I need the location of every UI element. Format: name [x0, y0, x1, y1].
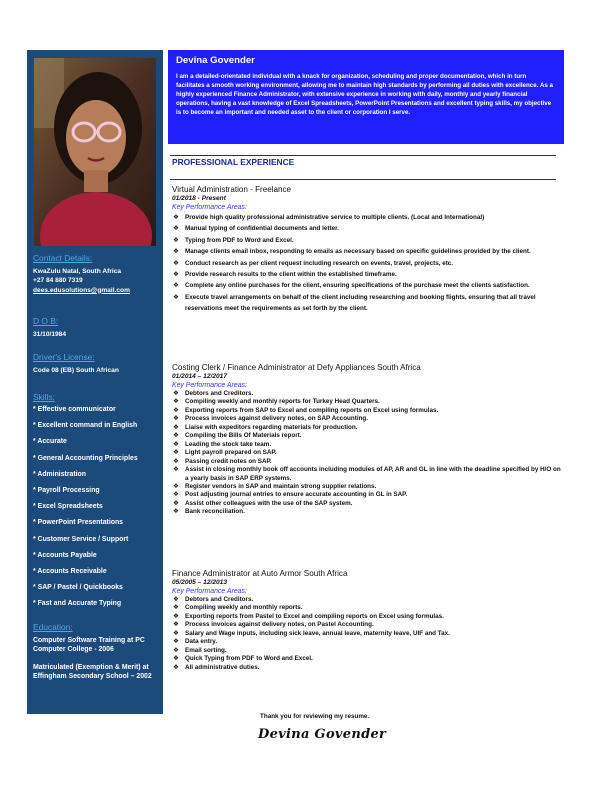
dob-heading: D O B:: [33, 316, 59, 326]
duty-text: Register vendors in SAP and maintain strong supplier relations.: [185, 482, 377, 490]
skill-item: * Excellent command in English: [33, 422, 138, 430]
duties-list: [172, 596, 562, 672]
duty-item: [172, 449, 562, 457]
job-entry: [172, 568, 562, 672]
job-title: Virtual Administration - Freelance: [172, 185, 292, 194]
duty-text: Debtors and Creditors.: [185, 390, 254, 397]
duty-text: Liaise with expeditors regarding materials for production.: [185, 423, 358, 431]
job-entry: [172, 184, 562, 315]
duty-text: Bank reconciliation.: [185, 508, 245, 516]
diamond-bullet-icon: ❖: [173, 457, 179, 465]
diamond-bullet-icon: ❖: [173, 491, 179, 499]
duty-text: Process invoices against delivery notes, on SAP Accounting.: [185, 415, 369, 423]
duty-item: [172, 223, 562, 234]
diamond-bullet-icon: ❖: [173, 406, 179, 414]
duty-item: [172, 441, 562, 449]
duty-item: [172, 596, 562, 604]
duty-text: Process invoices against delivery notes, on Pastel Accounting.: [185, 621, 374, 629]
duty-item: [172, 269, 562, 280]
duties-list: [172, 390, 562, 517]
diamond-bullet-icon: ❖: [173, 655, 179, 663]
education-item: Computer Software Training at PC Computer College - 2006: [33, 637, 145, 654]
license-heading: Driver's License:: [33, 352, 95, 362]
skills-section: [33, 392, 161, 613]
diamond-bullet-icon: ❖: [173, 508, 179, 516]
diamond-bullet-icon: ❖: [173, 466, 179, 474]
skills-list: [33, 402, 161, 613]
duty-text: Complete any online purchases for the client, ensuring specifications of the purchase meet the clients satisfaction.: [185, 282, 530, 290]
duty-item: [172, 621, 562, 629]
section-heading-experience: PROFESSIONAL EXPERIENCE: [172, 157, 295, 167]
duty-item: [172, 280, 562, 291]
skill-item: * Accurate: [33, 438, 67, 446]
duty-item: [172, 212, 562, 223]
duty-text: Compiling weekly and monthly reports for Turkey Head Quarters.: [185, 398, 380, 406]
duty-text: Email sorting.: [185, 646, 227, 654]
kpa-label: Key Performance Areas:: [172, 204, 247, 211]
duty-text: Post adjusting journal entries to ensure accurate accounting in GL in SAP.: [185, 491, 408, 499]
duty-item: [172, 491, 562, 499]
skill-item: * Payroll Processing: [33, 487, 100, 495]
duty-item: [172, 407, 562, 415]
duty-text: Data entry.: [185, 638, 218, 646]
diamond-bullet-icon: ❖: [173, 621, 179, 629]
diamond-bullet-icon: ❖: [173, 638, 179, 646]
diamond-bullet-icon: ❖: [173, 398, 179, 406]
duty-item: [172, 664, 562, 672]
duty-text: Quick Typing from PDF to Word and Excel.: [185, 655, 313, 663]
duty-item: [172, 415, 562, 423]
skill-item: * Excel Spreadsheets: [33, 503, 103, 511]
duty-text: Debtors and Creditors.: [185, 596, 254, 603]
diamond-bullet-icon: ❖: [173, 225, 179, 233]
duty-text: Typing from PDF to Word and Excel.: [185, 236, 294, 244]
duty-text: Light payroll prepared on SAP.: [185, 449, 277, 457]
signature: Devina Govender: [258, 727, 387, 742]
job-title: Finance Administrator at Auto Armor South Africa: [172, 569, 348, 578]
diamond-bullet-icon: ❖: [173, 449, 179, 457]
kpa-label: Key Performance Areas:: [172, 382, 247, 389]
diamond-bullet-icon: ❖: [173, 293, 179, 301]
education-section: [33, 622, 161, 681]
duty-text: Execute travel arrangements on behalf of the client including researching and booking flights, ensuring that all travel reservations meet the requirements as set forth by the client.: [185, 293, 536, 313]
duty-item: [172, 458, 562, 466]
diamond-bullet-icon: ❖: [173, 612, 179, 620]
candidate-name: Devina Govender: [176, 55, 255, 66]
skill-item: * Effective communicator: [33, 406, 116, 413]
diamond-bullet-icon: ❖: [173, 432, 179, 440]
contact-email-link[interactable]: dees.edusolutions@gmail.com: [33, 286, 130, 294]
duty-text: Provide high quality professional administrative service to multiple clients. (Local and International): [185, 214, 485, 221]
diamond-bullet-icon: ❖: [173, 390, 179, 397]
diamond-bullet-icon: ❖: [173, 440, 179, 448]
duty-item: [172, 424, 562, 432]
duty-item: [172, 246, 562, 257]
duty-item: [172, 483, 562, 491]
diamond-bullet-icon: ❖: [173, 629, 179, 637]
duty-item: [172, 258, 562, 269]
skill-item: * Administration: [33, 470, 86, 478]
dob-section: [33, 316, 161, 339]
duty-text: Leading the stock take team.: [185, 440, 272, 448]
job-dates: 01/2014 – 12/2017: [172, 373, 228, 380]
duty-text: Passing credit notes on SAP.: [185, 457, 272, 465]
job-dates: 05/2005 – 12/2013: [172, 579, 228, 586]
duty-item: [172, 398, 562, 406]
duty-item: [172, 432, 562, 440]
job-entry: [172, 362, 562, 517]
dob-value: 31/10/1984: [33, 331, 67, 338]
duty-item: [172, 500, 562, 508]
diamond-bullet-icon: ❖: [173, 271, 179, 279]
license-section: [33, 352, 161, 375]
duty-item: [172, 466, 562, 483]
duty-item: [172, 655, 562, 663]
diamond-bullet-icon: ❖: [173, 248, 179, 256]
kpa-label: Key Performance Areas:: [172, 588, 247, 595]
contact-section: [33, 253, 161, 295]
diamond-bullet-icon: ❖: [173, 596, 179, 603]
diamond-bullet-icon: ❖: [173, 646, 179, 654]
duty-item: [172, 390, 562, 398]
skill-item: * General Accounting Principles: [33, 454, 138, 462]
diamond-bullet-icon: ❖: [173, 482, 179, 490]
contact-heading: Contact Details:: [33, 253, 93, 263]
contact-phone[interactable]: +27 84 880 7319: [33, 277, 83, 285]
education-item: Matriculated (Exemption & Merit) at Effingham Secondary School – 2002: [33, 663, 152, 680]
duty-text: Conduct research as per client request including research on events, travel, projects, etc.: [185, 259, 454, 267]
diamond-bullet-icon: ❖: [173, 236, 179, 244]
diamond-bullet-icon: ❖: [173, 259, 179, 267]
diamond-bullet-icon: ❖: [173, 604, 179, 612]
duty-item: [172, 638, 562, 646]
duty-item: [172, 613, 562, 621]
duty-text: Manage clients email inbox, responding to emails as necessary based on specific guidelines provided by the client.: [185, 248, 531, 256]
skills-heading: Skills:: [33, 392, 55, 402]
duty-item: [172, 630, 562, 638]
duty-item: [172, 508, 562, 516]
thank-you-note: Thank you for reviewing my resume.: [260, 713, 370, 720]
duty-text: Manual typing of confidential documents and letter.: [185, 225, 339, 233]
duties-list: [172, 212, 562, 315]
duty-text: Compiling the Bills Of Materials report.: [185, 432, 302, 440]
duty-text: All administrative duties.: [185, 663, 260, 671]
diamond-bullet-icon: ❖: [173, 499, 179, 507]
diamond-bullet-icon: ❖: [173, 214, 179, 221]
duty-text: Compiling weekly and monthly reports.: [185, 604, 303, 612]
diamond-bullet-icon: ❖: [173, 663, 179, 671]
contact-location: KwaZulu Natal, South Africa: [33, 268, 122, 275]
duty-text: Assist other colleagues with the use of the SAP system.: [185, 499, 353, 507]
duty-text: Salary and Wage inputs, including sick leave, annual leave, maternity leave, UIF and Tax.: [185, 629, 450, 637]
duty-text: Exporting reports from Pastel to Excel and compiling reports on Excel using formulas.: [185, 612, 444, 620]
duty-item: [172, 235, 562, 246]
skill-item: * Accounts Receivable: [33, 568, 107, 576]
job-title: Costing Clerk / Finance Administrator at Defy Appliances South Africa: [172, 363, 421, 372]
duty-item: [172, 647, 562, 655]
diamond-bullet-icon: ❖: [173, 415, 179, 423]
skill-item: * Fast and Accurate Typing: [33, 600, 122, 608]
duty-text: Assist in closing monthly book off accounts including modules of AP, AR and GL in line with the deadline specified by H/O on a yearly basis in SAP ERP systems.: [185, 466, 561, 482]
skill-item: * Customer Service / Support: [33, 535, 129, 543]
duty-text: Provide research results to the client within the established timeframe.: [185, 271, 397, 279]
diamond-bullet-icon: ❖: [173, 423, 179, 431]
diamond-bullet-icon: ❖: [173, 282, 179, 290]
skill-item: * SAP / Pastel / Quickbooks: [33, 584, 123, 592]
skill-item: * PowerPoint Presentations: [33, 519, 123, 527]
summary-text: I am a detailed-orientated individual with a knack for organization, scheduling and proper documentation, which in turn facilitates a smooth working environment, allowing me to maintain high standards by performing all duties with excellence. As a highly experienced Finance Administrator, with extensive experience in working with daily, monthly and yearly financial operations, having a vast knowledge of Excel Spreadsheets, PowerPoint Presentations and excellent typing skills, my objective is to become an important and needed asset to the client or corporation I serve.: [176, 73, 553, 116]
summary-box: [168, 50, 564, 144]
skill-item: * Accounts Payable: [33, 551, 97, 559]
license-value: Code 08 (EB) South African: [33, 367, 119, 374]
job-dates: 01/2018 - Present: [172, 195, 226, 202]
duty-text: Exporting reports from SAP to Excel and compiling reports on Excel using formulas.: [185, 406, 439, 414]
duty-item: [172, 292, 562, 315]
education-heading: Education:: [33, 622, 73, 632]
profile-photo: [34, 58, 156, 246]
duty-item: [172, 604, 562, 612]
sidebar: [27, 50, 163, 714]
divider: [170, 155, 556, 156]
divider: [170, 179, 556, 180]
